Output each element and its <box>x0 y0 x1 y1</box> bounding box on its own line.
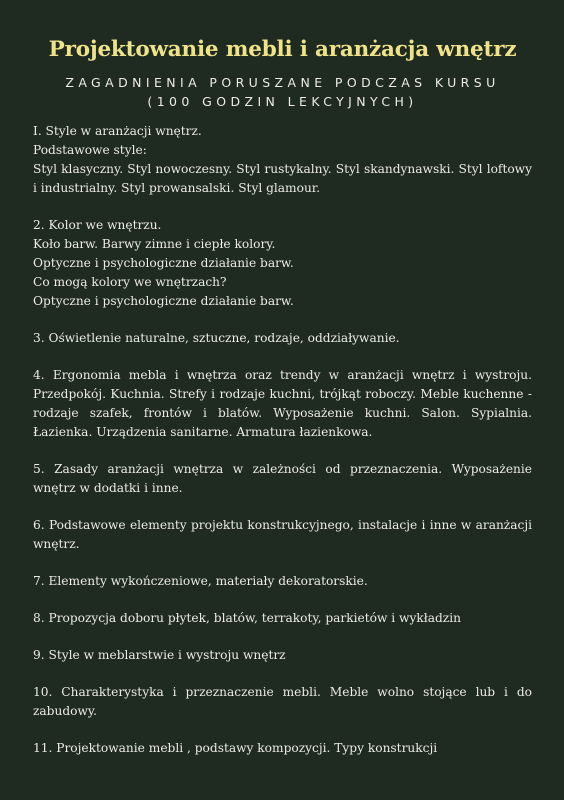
topic-section-3 <box>33 329 532 348</box>
topic-line: Optyczne i psychologiczne działanie barw. <box>33 256 294 270</box>
topic-heading: 6. Podstawowe elementy projektu konstrukcyjnego, instalacje i inne w aranżacji wnętrz. <box>33 518 532 551</box>
page-subtitle <box>33 73 532 111</box>
topic-section-8 <box>33 609 532 628</box>
subtitle-line-2: (100 GODZIN LEKCYJNYCH) <box>147 94 418 109</box>
topic-heading: 8. Propozycja doboru płytek, blatów, terrakoty, parkietów i wykładzin <box>33 611 461 625</box>
topic-line: Optyczne i psychologiczne działanie barw. <box>33 294 294 308</box>
topic-heading: I. Style w aranżacji wnętrz. <box>33 124 202 138</box>
topic-section-2 <box>33 216 532 311</box>
topic-heading: 2. Kolor we wnętrzu. <box>33 218 162 232</box>
topic-section-11 <box>33 739 532 758</box>
topic-section-6 <box>33 516 532 554</box>
topic-heading: 11. Projektowanie mebli , podstawy kompozycji. Typy konstrukcji <box>33 741 438 755</box>
page-title: Projektowanie mebli i aranżacja wnętrz <box>48 37 517 62</box>
topic-heading: 3. Oświetlenie naturalne, sztuczne, rodzaje, oddziaływanie. <box>33 331 400 345</box>
topic-section-5 <box>33 460 532 498</box>
topic-section-1 <box>33 122 532 198</box>
topic-section-9 <box>33 646 532 665</box>
topic-heading: 7. Elementy wykończeniowe, materiały dekoratorskie. <box>33 574 368 588</box>
topics-list <box>33 122 532 758</box>
topic-line: Koło barw. Barwy zimne i ciepłe kolory. <box>33 237 276 251</box>
topic-line: Podstawowe style: <box>33 143 147 157</box>
topic-heading: 4. Ergonomia mebla i wnętrza oraz trendy w aranżacji wnętrz i wystroju. Przedpokój. Kuchnia. Strefy i rodzaje kuchni, trójkąt roboczy. Meble kuchenne - rodzaje szafek, frontów i blatów. Wyposażenie kuchni. Salon. Sypialnia. Łazienka. Urządzenia sanitarne. Armatura łazienkowa. <box>33 368 532 439</box>
topic-section-4 <box>33 366 532 442</box>
topic-section-10 <box>33 683 532 721</box>
subtitle-line-1: ZAGADNIENIA PORUSZANE PODCZAS KURSU <box>65 75 500 90</box>
topic-line: Co mogą kolory we wnętrzach? <box>33 275 227 289</box>
topic-heading: 10. Charakterystyka i przeznaczenie mebli. Meble wolno stojące lub i do zabudowy. <box>33 685 532 718</box>
topic-heading: 5. Zasady aranżacji wnętrza w zależności od przeznaczenia. Wyposażenie wnętrz w dodatki i inne. <box>33 462 532 495</box>
topic-section-7 <box>33 572 532 591</box>
topic-line: Styl klasyczny. Styl nowoczesny. Styl rustykalny. Styl skandynawski. Styl loftowy i industrialny. Styl prowansalski. Styl glamour. <box>33 162 532 195</box>
topic-heading: 9. Style w meblarstwie i wystroju wnętrz <box>33 648 286 662</box>
